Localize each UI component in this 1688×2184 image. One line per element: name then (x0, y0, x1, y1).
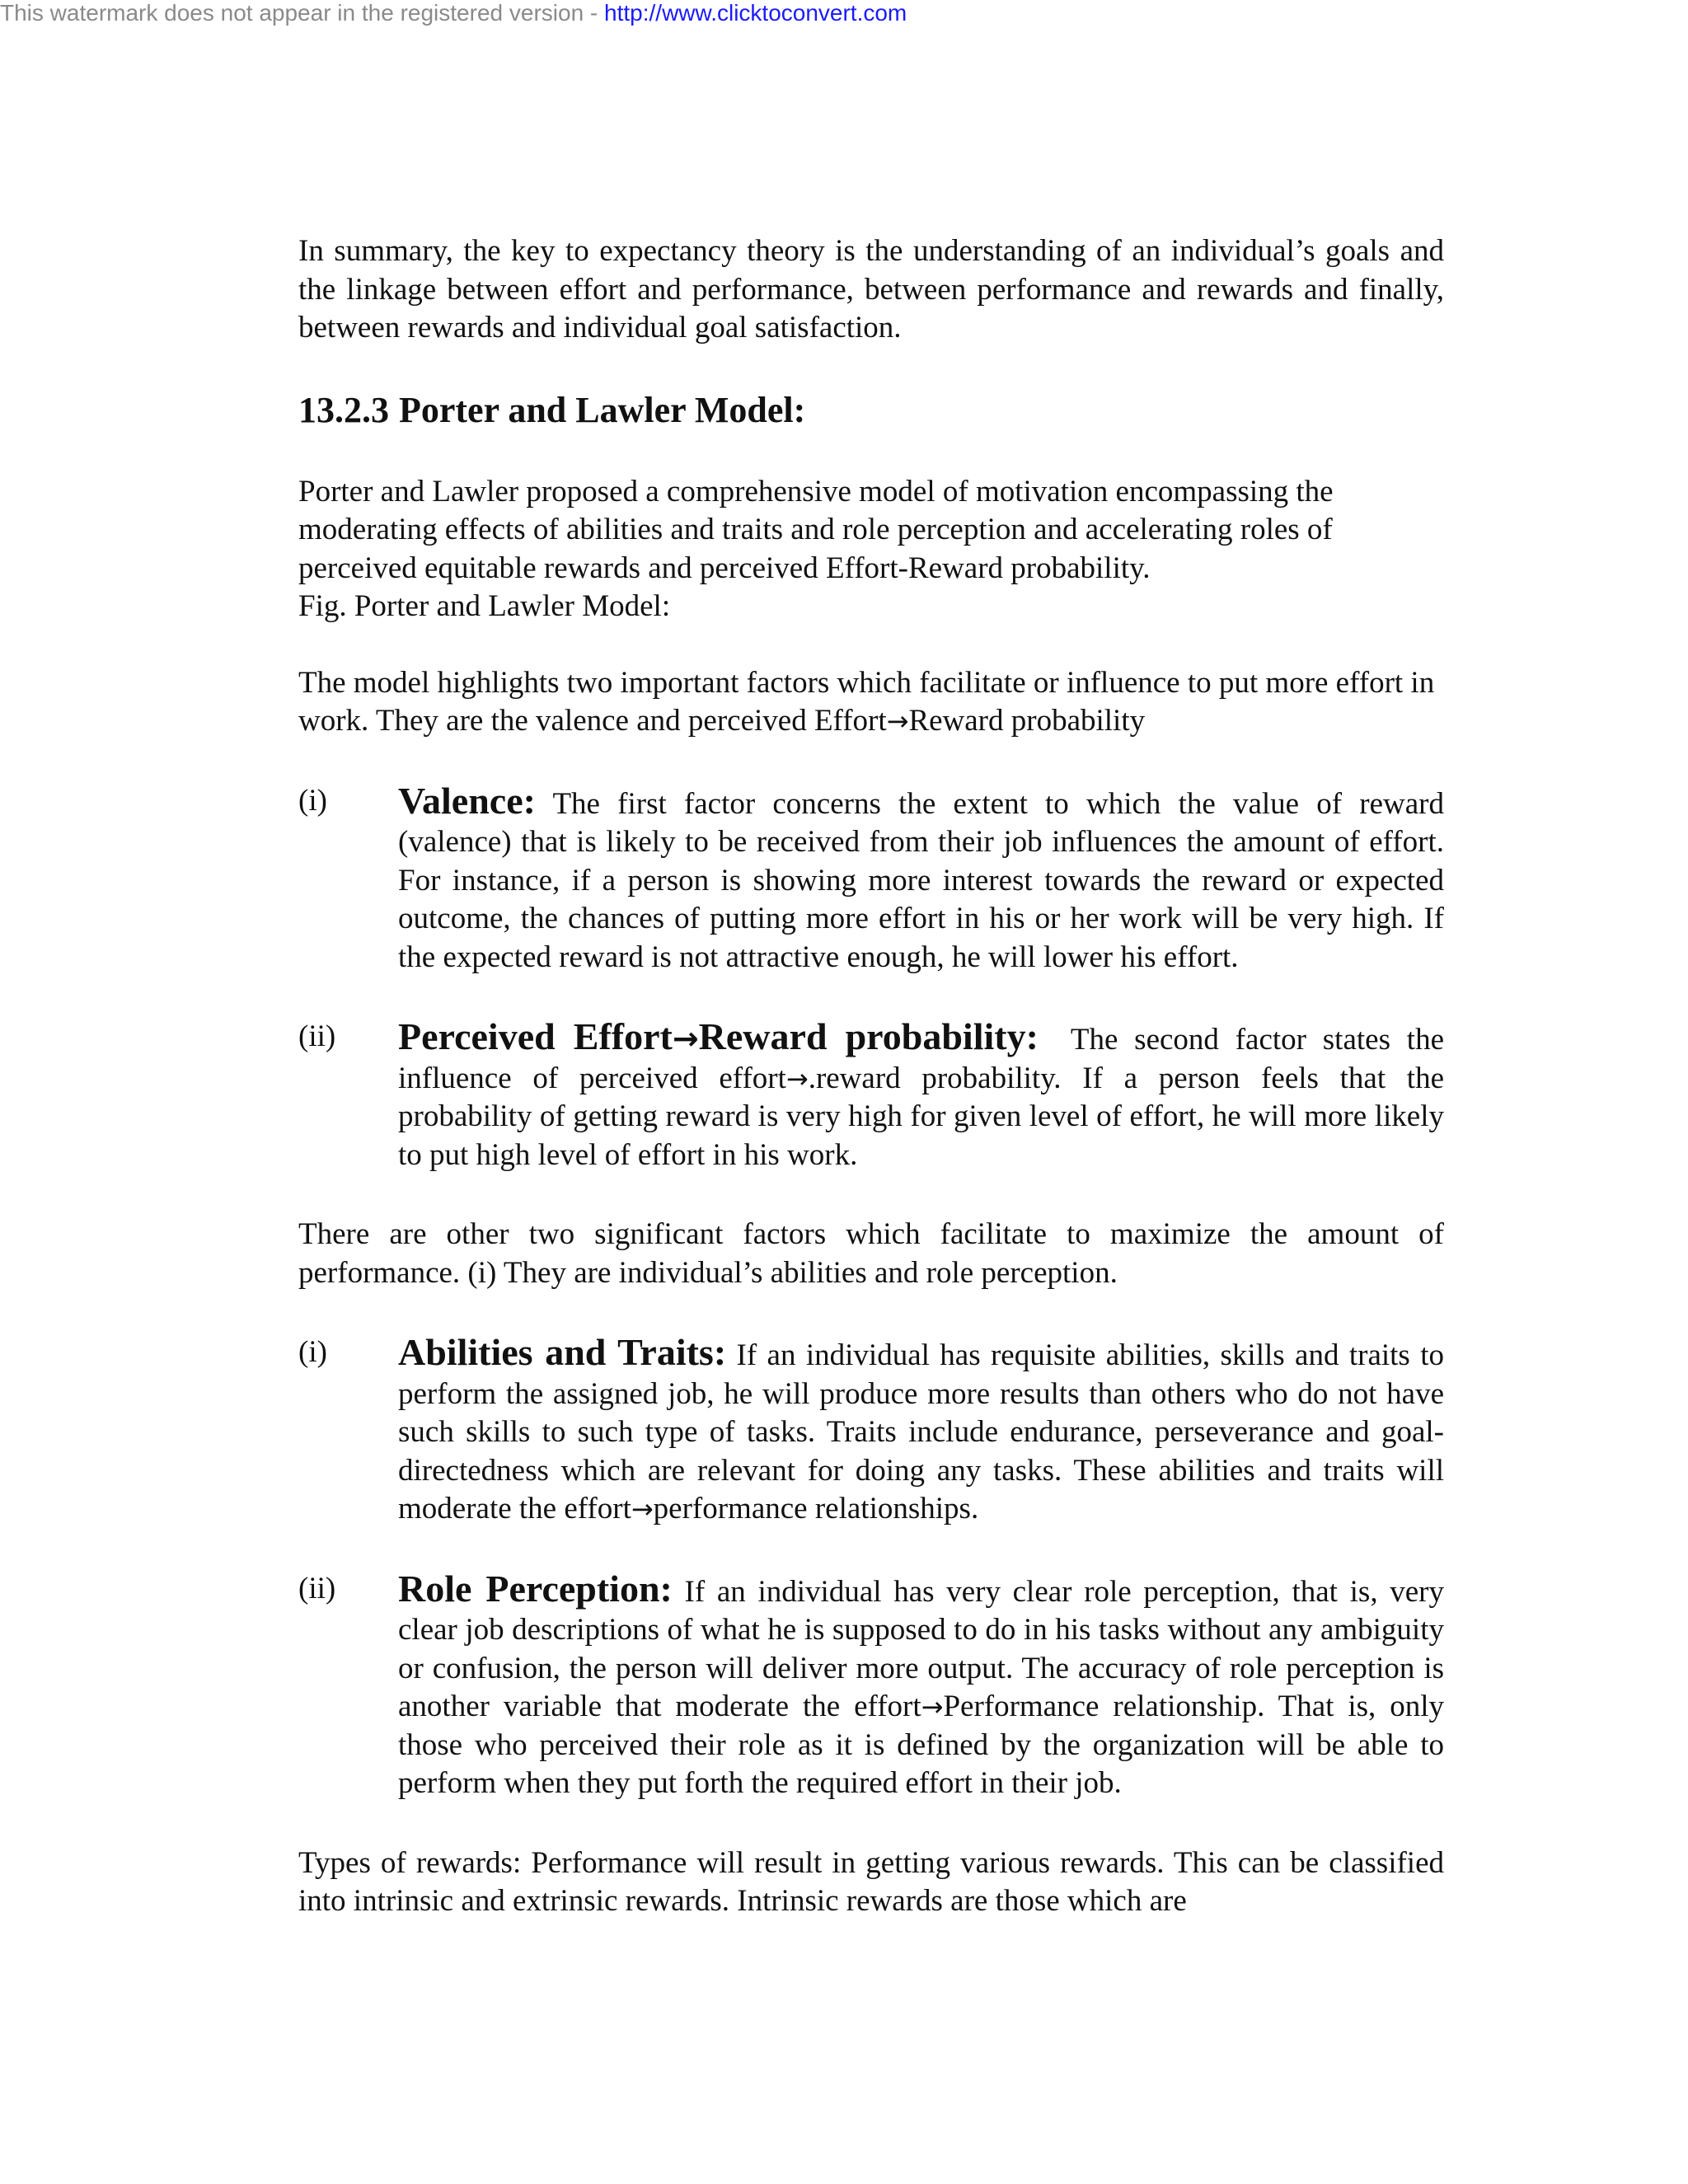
item-text-end: Performance relationship. That is, only those who perceived their role as it is defined by the organization will be able to perform when they put forth the required effort in their job. (398, 1690, 1444, 1800)
watermark-link[interactable]: http://www.clicktoconvert.com (604, 0, 907, 26)
watermark-banner (0, 0, 907, 28)
section-heading (298, 386, 1444, 435)
figure-caption: Fig. Porter and Lawler Model: (298, 589, 671, 623)
section-number: 13.2.3 (298, 389, 389, 430)
list-item-effort-reward (298, 1015, 1452, 1174)
list-item-abilities (298, 1333, 1444, 1529)
term-valence: Valence: (398, 779, 536, 822)
list-item-role-perception (298, 1567, 1444, 1803)
arrow-icon: → (921, 1691, 944, 1722)
term-abilities: Abilities and Traits: (398, 1331, 727, 1373)
watermark-text: This watermark does not appear in the registered version - (0, 0, 605, 26)
term-effort-reward (398, 1015, 1039, 1057)
term-part: Reward probability: (698, 1015, 1039, 1057)
page-body (298, 232, 1452, 1921)
factors-intro-text-end: Reward probability (908, 704, 1146, 738)
item-text: The first factor concerns the extent to which the value of reward (valence) that is likely to be received from their job influences the amount of effort. For instance, if a person is showing more interest towards the reward or expected outcome, the chances of putting more effort in his or her work will be very high. If the expected reward is not attractive enough, he will lower his effort. (398, 786, 1444, 974)
list-marker: (ii) (298, 1019, 336, 1053)
rewards-paragraph: Types of rewards: Performance will result in getting various rewards. This can be classified into intrinsic and extrinsic rewards. Intrinsic rewards are those which are (298, 1845, 1444, 1918)
other-factors-paragraph: There are other two significant factors which facilitate to maximize the amount of performance. (i) They are individual’s abilities and role perception. (298, 1217, 1444, 1290)
item-text: If an individual has very clear role perception, that is, very clear job descriptions of what he is supposed to do in his tasks without any ambiguity or confusion, the person will deliver more output. The accuracy of role perception is another variable that moderate the effort (398, 1574, 1444, 1723)
list-marker: (i) (298, 1335, 327, 1369)
arrow-icon: → (785, 1062, 809, 1094)
list-marker: (i) (298, 783, 327, 818)
list-marker: (ii) (298, 1571, 336, 1605)
item-text: The second factor states the influence of perceived effort (398, 1023, 1452, 1095)
term-role-perception: Role Perception: (398, 1567, 673, 1610)
summary-paragraph: In summary, the key to expectancy theory is the understanding of an individual’s goals and the linkage between effort and performance, between performance and rewards and finally, between rewards and individual goal satisfaction. (298, 234, 1444, 344)
item-text: If an individual has requisite abilities, skills and traits to perform the assigned job, he will produce more results than others who do not have such skills to such type of tasks. Traits include endurance, perseverance and goal-directedness which are relevant for doing any tasks. These abilities and traits will moderate the effort (398, 1338, 1444, 1526)
intro-paragraph: Porter and Lawler proposed a comprehensive model of motivation encompassing the moderating effects of abilities and traits and role perception and accelerating roles of perceived equitable rewards and perceived Effort-Reward probability. (298, 474, 1334, 585)
item-text-end: .reward probability. If a person feels that the probability of getting reward is very high for given level of effort, he will more likely to put high level of effort in his work. (398, 1061, 1445, 1172)
arrow-icon: → (631, 1493, 654, 1525)
list-item-valence (298, 779, 1444, 977)
arrow-icon: → (886, 705, 909, 737)
item-text-end: performance relationships. (653, 1492, 979, 1526)
factors-intro-text: The model highlights two important factors which facilitate or influence to put more effort in work. They are the valence and perceived Effort (298, 665, 1435, 738)
term-part: Perceived Effort (398, 1015, 673, 1057)
arrow-icon: → (672, 1020, 699, 1057)
section-title: Porter and Lawler Model: (399, 389, 806, 430)
factors-intro-paragraph (298, 664, 1444, 741)
